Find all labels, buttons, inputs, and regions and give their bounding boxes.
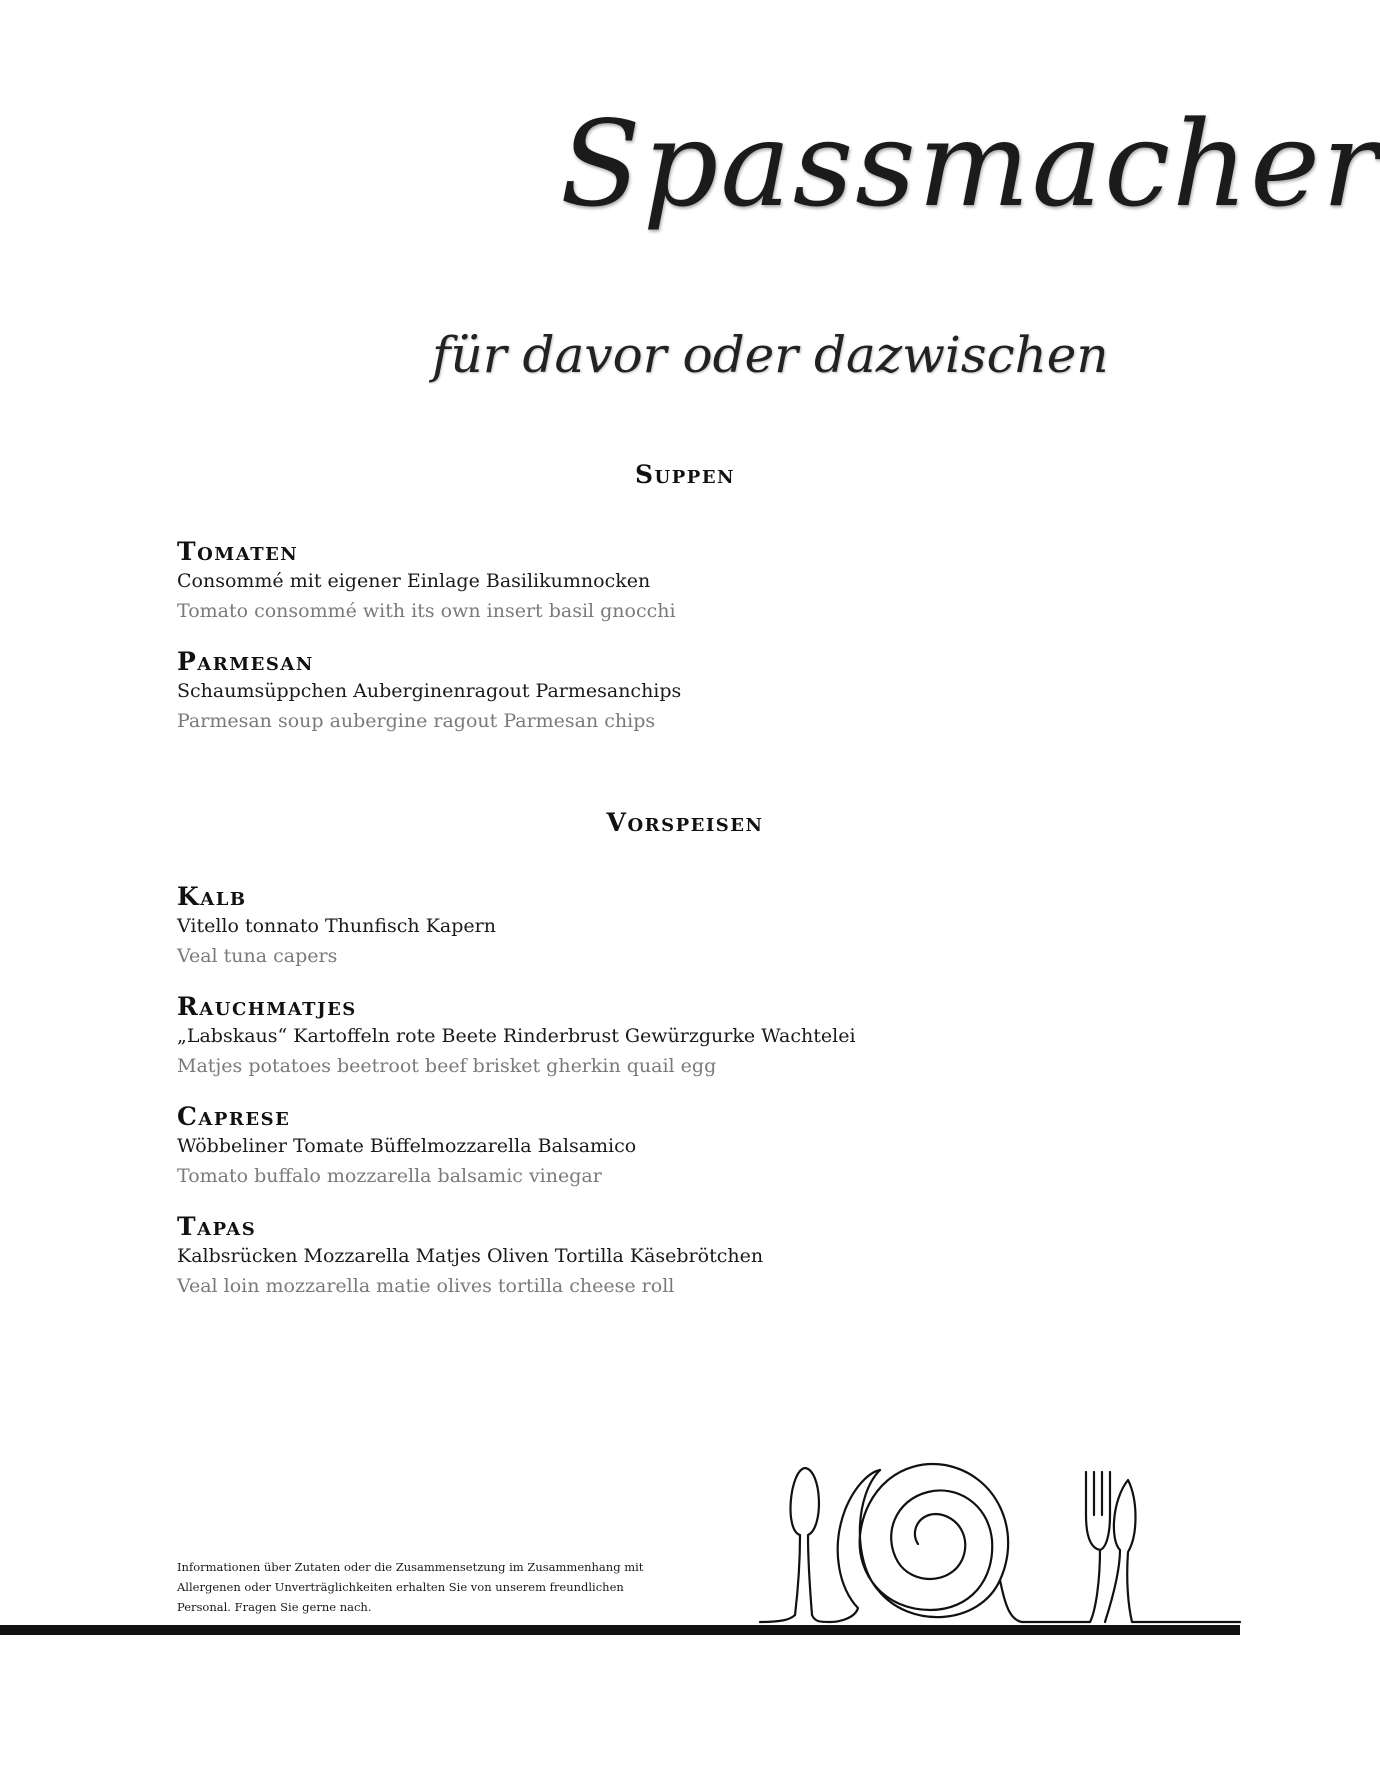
item-name: Parmesan — [177, 647, 314, 676]
item-description-de: Wöbbeliner Tomate Büffelmozzarella Balsamico — [177, 1135, 637, 1157]
menu-title: Spassmacher — [560, 95, 1380, 233]
item-description-de: Schaumsüppchen Auberginenragout Parmesanchips — [177, 680, 682, 702]
item-description-en: Matjes potatoes beetroot beef brisket gherkin quail egg — [177, 1055, 717, 1077]
item-description-en: Tomato buffalo mozzarella balsamic vinegar — [177, 1165, 602, 1187]
menu-item-rauchmatjes — [177, 993, 1077, 1081]
item-description-en: Veal tuna capers — [177, 945, 338, 967]
section-title-vorspeisen: Vorspeisen — [606, 808, 764, 837]
plate-cutlery-icon — [760, 1440, 1240, 1630]
item-description-de: Kalbsrücken Mozzarella Matjes Oliven Tortilla Käsebrötchen — [177, 1245, 764, 1267]
menu-item-tapas — [177, 1213, 1077, 1301]
menu-item-tomaten — [177, 538, 1077, 626]
item-description-de: Vitello tonnato Thunfisch Kapern — [177, 915, 496, 937]
menu-item-caprese — [177, 1103, 1077, 1191]
allergen-footnote — [177, 1557, 677, 1617]
footnote-line: Personal. Fragen Sie gerne nach. — [177, 1600, 372, 1614]
item-description-de: „Labskaus“ Kartoffeln rote Beete Rinderbrust Gewürzgurke Wachtelei — [177, 1025, 856, 1047]
footnote-line: Informationen über Zutaten oder die Zusammensetzung im Zusammenhang mit — [177, 1560, 644, 1574]
baseline-rule — [0, 1620, 1240, 1770]
item-description-en: Veal loin mozzarella matie olives tortilla cheese roll — [177, 1275, 675, 1297]
item-name: Caprese — [177, 1102, 291, 1131]
item-name: Tapas — [177, 1212, 257, 1241]
menu-subtitle: für davor oder dazwischen — [432, 326, 1109, 384]
section-title-suppen: Suppen — [635, 460, 735, 489]
item-description-de: Consommé mit eigener Einlage Basilikumnocken — [177, 570, 651, 592]
menu-item-parmesan — [177, 648, 1077, 736]
item-description-en: Tomato consommé with its own insert basil gnocchi — [177, 600, 676, 622]
item-name: Rauchmatjes — [177, 992, 357, 1021]
item-name: Kalb — [177, 882, 247, 911]
menu-item-kalb — [177, 883, 1077, 971]
footnote-line: Allergenen oder Unverträglichkeiten erhalten Sie von unserem freundlichen — [177, 1580, 624, 1594]
item-description-en: Parmesan soup aubergine ragout Parmesan chips — [177, 710, 656, 732]
item-name: Tomaten — [177, 537, 299, 566]
